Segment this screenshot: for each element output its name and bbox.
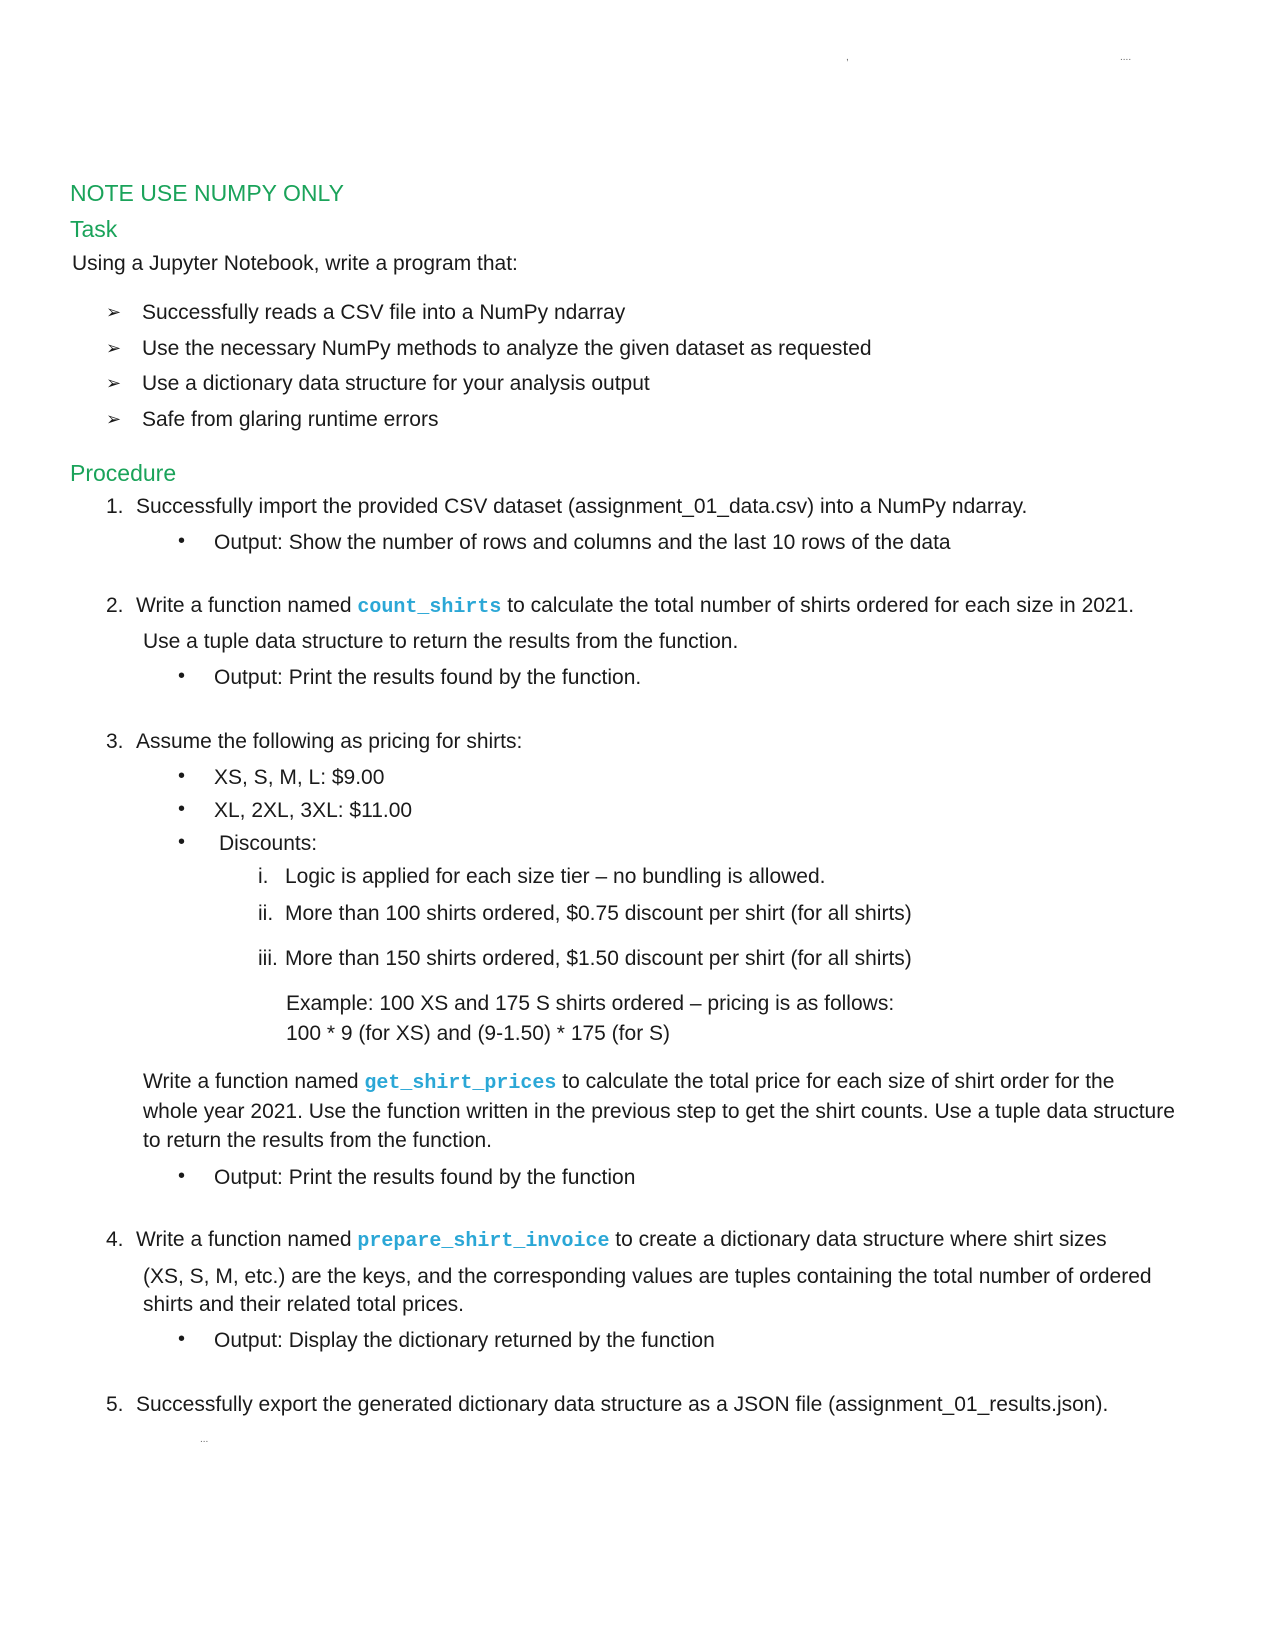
step-text-line: whole year 2021. Use the function written in the previous step to get the shirt counts. Use a tuple data structure: [143, 1100, 1175, 1123]
step-output: Output: Display the dictionary returned by the function: [214, 1329, 715, 1352]
step-number: 5.: [106, 1393, 124, 1416]
rule-text: More than 150 shirts ordered, $1.50 discount per shirt (for all shirts): [285, 947, 912, 970]
step-text: to calculate the total price for each size of shirt order for the: [556, 1070, 1115, 1093]
arrow-bullet-icon: ➢: [106, 338, 122, 358]
pricing-example: Example: 100 XS and 175 S shirts ordered – pricing is as follows:: [286, 992, 895, 1015]
step-2: [106, 592, 1134, 622]
bullet-dot-icon: •: [178, 831, 186, 853]
step-text-line: Use a tuple data structure to return the results from the function.: [143, 630, 739, 653]
bullet-dot-icon: •: [178, 798, 186, 820]
step-text: Successfully export the generated dictionary data structure as a JSON file (assignment_01_results.json).: [136, 1393, 1109, 1416]
stray-mark: ...: [200, 1434, 209, 1445]
step-output: Output: Print the results found by the function.: [214, 666, 642, 689]
step-text-line: shirts and their related total prices.: [143, 1293, 464, 1316]
discounts-label: Discounts:: [219, 832, 318, 855]
price-tier: XL, 2XL, 3XL: $11.00: [214, 799, 413, 822]
step-output: Output: Show the number of rows and columns and the last 10 rows of the data: [214, 531, 951, 554]
step-text: Write a function named: [136, 1228, 358, 1251]
task-bullet: Successfully reads a CSV file into a NumPy ndarray: [142, 301, 626, 324]
step-number: 1.: [106, 495, 124, 518]
stray-mark: ....: [1120, 52, 1132, 63]
step-text: Assume the following as pricing for shirts:: [136, 730, 523, 753]
discount-rule: [258, 863, 826, 891]
step-text-line: (XS, S, M, etc.) are the keys, and the corresponding values are tuples containing the total number of ordered: [143, 1265, 1152, 1288]
function-name: prepare_shirt_invoice: [357, 1230, 610, 1253]
pricing-example: 100 * 9 (for XS) and (9-1.50) * 175 (for S): [286, 1022, 671, 1045]
step-number: 2.: [106, 594, 124, 617]
arrow-bullet-icon: ➢: [106, 302, 122, 322]
step-1: [106, 493, 1027, 521]
discount-rule: [258, 945, 912, 973]
rule-number: i.: [258, 865, 269, 888]
discount-rule: [258, 900, 912, 928]
bullet-dot-icon: •: [178, 1165, 186, 1187]
step-3: [106, 728, 522, 756]
task-bullet: Use a dictionary data structure for your analysis output: [142, 372, 650, 395]
step-text: Successfully import the provided CSV dataset (assignment_01_data.csv) into a NumPy ndarray.: [136, 495, 1028, 518]
note-heading: NOTE USE NUMPY ONLY: [70, 180, 344, 206]
step-text-line: [143, 1068, 1114, 1098]
rule-number: iii.: [258, 947, 278, 970]
stray-mark: ,: [846, 52, 849, 63]
step-5: [106, 1391, 1108, 1419]
step-number: 4.: [106, 1228, 124, 1251]
function-name: count_shirts: [357, 596, 502, 619]
rule-text: Logic is applied for each size tier – no bundling is allowed.: [285, 865, 826, 888]
step-text: to create a dictionary data structure where shirt sizes: [609, 1228, 1107, 1251]
procedure-heading: Procedure: [70, 460, 177, 486]
bullet-dot-icon: •: [178, 530, 186, 552]
price-tier: XS, S, M, L: $9.00: [214, 766, 385, 789]
function-name: get_shirt_prices: [364, 1072, 557, 1095]
bullet-dot-icon: •: [178, 1328, 186, 1350]
step-text-line: to return the results from the function.: [143, 1129, 493, 1152]
bullet-dot-icon: •: [178, 765, 186, 787]
step-text: to calculate the total number of shirts ordered for each size in 2021.: [501, 594, 1135, 617]
rule-number: ii.: [258, 902, 274, 925]
step-output: Output: Print the results found by the function: [214, 1166, 636, 1189]
arrow-bullet-icon: ➢: [106, 373, 122, 393]
bullet-dot-icon: •: [178, 665, 186, 687]
task-bullet: Safe from glaring runtime errors: [142, 408, 439, 431]
step-4: [106, 1226, 1107, 1256]
rule-text: More than 100 shirts ordered, $0.75 discount per shirt (for all shirts): [285, 902, 912, 925]
step-number: 3.: [106, 730, 124, 753]
step-text: Write a function named: [136, 594, 358, 617]
step-text: Write a function named: [143, 1070, 365, 1093]
task-bullet: Use the necessary NumPy methods to analyze the given dataset as requested: [142, 337, 872, 360]
task-heading: Task: [70, 216, 118, 242]
arrow-bullet-icon: ➢: [106, 409, 122, 429]
task-intro: Using a Jupyter Notebook, write a program that:: [72, 252, 518, 275]
